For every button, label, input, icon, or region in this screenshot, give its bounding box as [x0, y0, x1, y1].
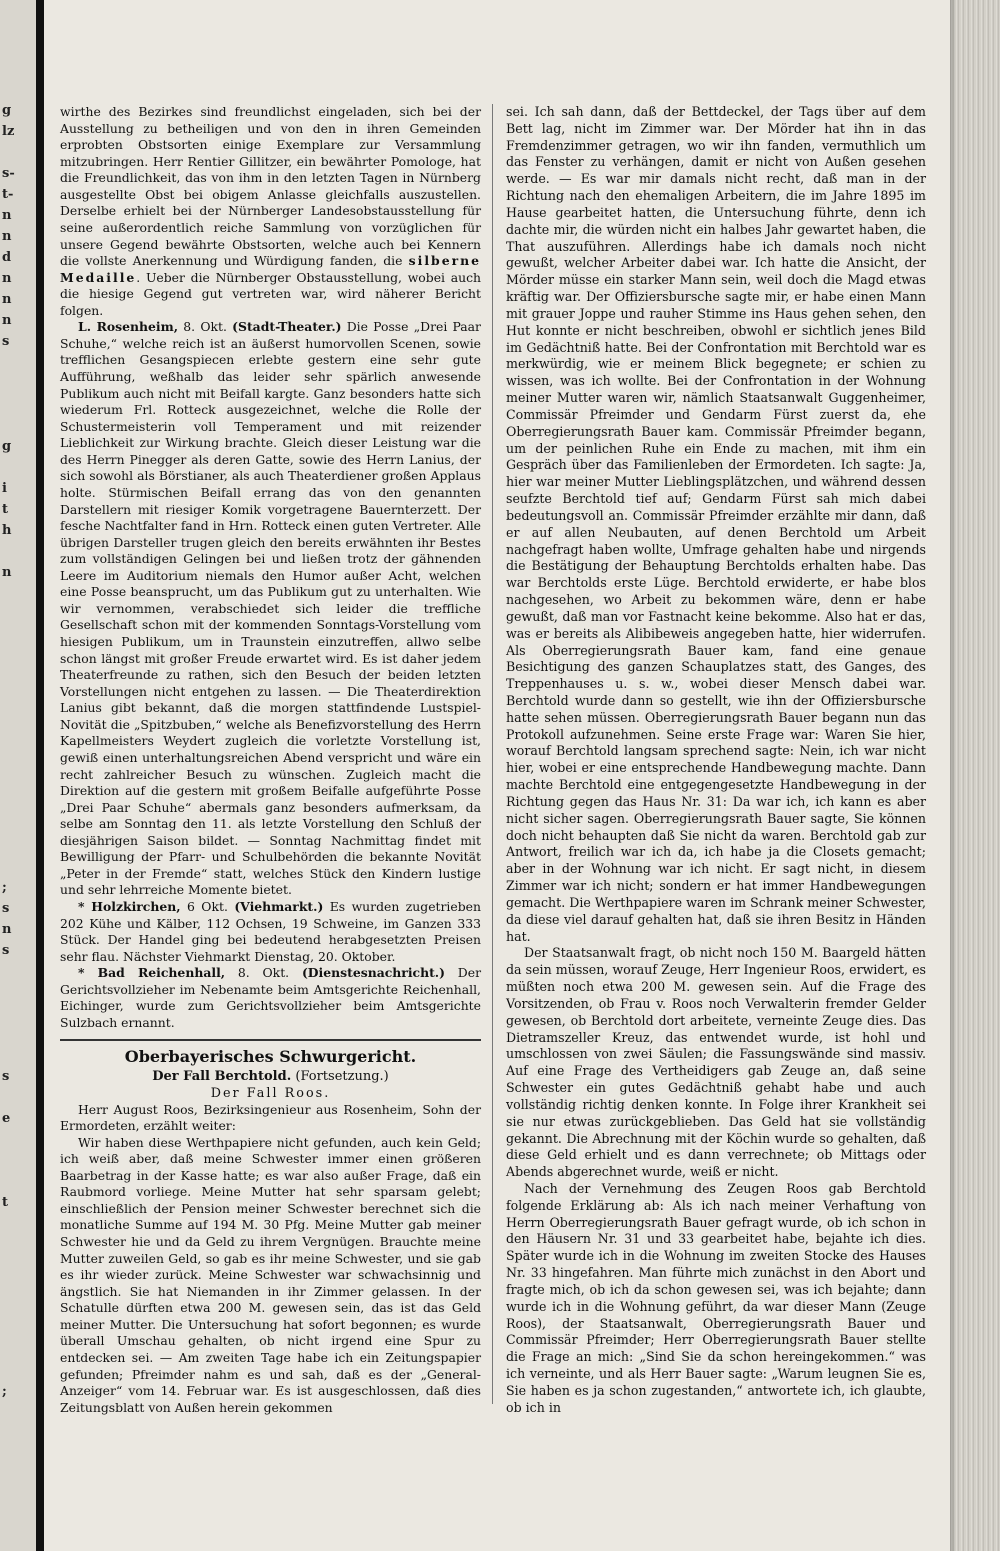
prev-page-fragment: s-: [2, 166, 15, 181]
prev-page-fragment: s: [2, 901, 10, 916]
prev-page-fragment: g: [2, 439, 12, 454]
prev-page-fragment: s: [2, 334, 10, 349]
prev-page-fragment: g: [2, 103, 12, 118]
prev-page-fragment: i: [2, 481, 7, 496]
prev-page-fragment: ;: [2, 1384, 7, 1399]
reichenhall-dateline: * Bad Reichenhall,: [78, 965, 226, 981]
column-divider: [492, 104, 493, 1404]
prev-page-fragment: ;: [2, 880, 7, 895]
prev-page-fragment: e: [2, 1111, 11, 1126]
prev-page-fragment: n: [2, 292, 12, 307]
prev-page-fragment: d: [2, 250, 12, 265]
holzkirchen-paragraph: * Holzkirchen, 6 Okt. (Viehmarkt.) Es wurden zugetrieben 202 Kühe und Kälber, 112 Ochsen, 19 Schweine, im Ganzen 333 Stück. Der Handel ging bei bedeutend herabgesetzten Preisen sehr flau. Nächster Viehmarkt Dienstag, 20. Oktober.: [60, 899, 481, 964]
left-column: [60, 104, 481, 1416]
testimony-continued: sei. Ich sah dann, daß der Bettdeckel, der Tags über auf dem Bett lag, nicht im Zimmer war. Der Mörder hat ihn in das Fremdenzimmer getragen, wo wir ihn fanden, vermuthlich um das Fenster zu verhängen, damit er nicht von Außen gesehen werde. — Es war mir damals nicht recht, daß man in der Richtung nach den ehemaligen Arbeitern, die im Jahre 1895 im Hause gearbeitet hatten, die Untersuchung führte, denn ich dachte mir, die würden nicht ein halbes Jahr gewartet haben, die That auszuführen. Allerdings habe ich damals noch nicht gewußt, welcher Arbeiter dabei war. Ich hatte die Ansicht, der Mörder müsse ein starker Mann sein, weil doch die Magd etwas kräftig war. Der Offiziersbursche sagte mir, er habe einen Mann mit grauer Joppe und rauher Stimme ins Haus gehen sehen, den Hut konnte er nicht beschreiben, obwohl er sichtlich jenes Bild im Gedächtniß hatte. Bei der Confrontation mit Berchtold war es merkwürdig, wie er meinem Blick begegnete; er schien zu wissen, was ich wollte. Bei der Confrontation in der Wohnung meiner Mutter waren wir, nämlich Staatsanwalt Guggenheimer, Commissär Pfreimder und Gendarm Fürst zuerst da, ehe Oberregierungsrath Bauer kam. Commissär Pfreimder begann, um der peinlichen Ruhe ein Ende zu machen, mit ihm ein Gespräch über das Familienleben der Ermordeten. Ich sagte: Ja, hier war meiner Mutter Lieblingsplätzchen, und während dessen seufzte Berchtold tief auf; Gendarm Fürst sah mich dabei bedeutungsvoll an. Commissär Pfreimder erzählte mir dann, daß er auf allen Neubauten, auf denen Berchtold um Arbeit nachgefragt haben wollte, Umfrage gehalten habe und nirgends die Bestätigung der Behauptung Berchtolds erhalten habe. Das war Berchtolds erste Lüge. Berchtold erwiderte, er habe blos nachgesehen, wo Arbeit zu bekommen wäre, denn er habe gewußt, daß man vor Fastnacht keine bekomme. Also hat er das, was er bereits als Alibibeweis angegeben hatte, hier widerrufen. Als Oberregierungsrath Bauer kam, fand eine genaue Besichtigung des ganzen Schauplatzes statt, des Ganges, des Treppenhauses u. s. w., wobei dieser Mensch dabei war. Berchtold wurde dann so gestellt, wie ihn der Offiziersbursche hatte sehen müssen. Oberregierungsrath Bauer begann nun das Protokoll aufzunehmen. Seine erste Frage war: Waren Sie hier, worauf Berchtold langsam sprechend sagte: Nein, ich war nicht hier, wobei er eine entsprechende Handbewegung machte. Dann machte Berchtold eine entgegengesetzte Handbewegung in der Richtung gegen das Haus Nr. 31: Da war ich, ich kann es aber nicht sicher sagen. Oberregierungsrath Bauer sagte, Sie können doch nicht behaupten daß Sie nicht da waren. Berchtold gab zur Antwort, freilich war ich da, ich habe ja die Closets gemacht; aber in der Wohnung war ich nicht. Er sagt nicht, in diesem Zimmer war ich nicht; sondern er hat immer Handbewegungen gemacht. Die Werthpapiere waren im Schrank meiner Schwester, da diese viel darauf gehalten hat, daß sie ihren Besitz in Händen hat.: [506, 104, 926, 944]
prev-page-fragment: n: [2, 922, 12, 937]
medal-text: silberne Medaille: [60, 253, 481, 285]
page-stack-edge: [950, 0, 1000, 1551]
prev-page-fragment: n: [2, 229, 12, 244]
witness-testimony: Wir haben diese Werthpapiere nicht gefunden, auch kein Geld; ich weiß aber, daß meine Schwester immer einen größeren Baarbetrag in der Kasse hatte; es war also außer Frage, daß ein Raubmord vorliege. Meine Mutter hat sehr sparsam gelebt; einschließlich der Pension meiner Schwester berechnet sich die monatliche Summe auf 194 M. 30 Pfg. Meine Mutter gab meiner Schwester hie und da Geld zu ihrem Vergnügen. Brauchte meine Mutter zuweilen Geld, so gab es ihr meine Schwester, und sie gab es ihr wieder zurück. Meine Schwester war schwachsinnig und ängstlich. Sie hat Niemanden in ihr Zimmer gelassen. In der Schatulle dürften etwa 200 M. gewesen sein, das ist das Geld meiner Mutter. Die Untersuchung hat sofort begonnen; es wurde überall Umschau gehalten, ob nicht irgend eine Spur zu entdecken sei. — Am zweiten Tage habe ich ein Zeitungspapier gefunden; Pfreimder nahm es und sah, daß es der „General-Anzeiger“ vom 14. Februar war. Es ist ausgeschlossen, daß dies Zeitungsblatt von Außen herein gekommen: [60, 1134, 481, 1415]
exhibition-paragraph: wirthe des Bezirkes sind freundlichst eingeladen, sich bei der Ausstellung zu betheiligen und von den in ihren Gemeinden erprobten Obstsorten einige Exemplare zur Versammlung mitzubringen. Herr Rentier Gillitzer, ein bewährter Pomologe, hat die Freundlichkeit, das von ihm in den letzten Tagen in Nürnberg ausgestellte Obst bei obigem Anlasse gleichfalls auszustellen. Derselbe erhielt bei der Nürnberger Landesobstausstellung für seine außerordentlich reiche Sammlung von vorzüglichen für unsere Gegend bewährte Obstsorten, welche auch bei Kennern die vollste Anerkennung und Würdigung fanden, die silberne Medaille. Ueber die Nürnberger Obstausstellung, wobei auch die hiesige Gegend gut vertreten war, wird näherer Bericht folgen.: [60, 104, 481, 318]
theatre-topic: (Stadt-Theater.): [232, 319, 342, 335]
rosenheim-theatre-paragraph: L. Rosenheim, 8. Okt. (Stadt-Theater.) Die Posse „Drei Paar Schuhe,“ welche reich ist an äußerst humorvollen Scenen, sowie trefflichen Gesangspiecen erlebte gestern eine sehr gute Aufführung, weßhalb das leider sehr spärlich anwesende Publikum auch nicht mit Beifall kargte. Ganz besonders hatte sich wiederum Frl. Rotteck ausgezeichnet, welche die Rolle der Schustermeisterin voll Temperament und mit reizender Lieblichkeit zur Wirkung brachte. Gleich dieser Leistung war die des Herrn Pinegger als deren Gatte, sowie des Herrn Lanius, der sich sowohl als Börstianer, als auch Theaterdiener großen Applaus holte. Stürmischen Beifall errang das von den genannten Darstellern mit riesiger Komik vorgetragene Bauernterzett. Der fesche Nachtfalter fand in Hrn. Rotteck einen guten Vertreter. Alle übrigen Darsteller trugen gleich den bereits erwähnten ihr Bestes zum vollständigen Gelingen bei und ließen trotz der gähnenden Leere im Auditorium niemals den Humor außer Acht, welchen eine Posse beansprucht, um das Publikum gut zu unterhalten. Wie wir vernommen, verabschiedet sich leider die treffliche Gesellschaft schon mit der kommenden Sonntags-Vorstellung vom hiesigen Publikum, um in Traunstein einzutreffen, allwo selbe schon längst mit großer Freude erwartet wird. Es ist daher jedem Theaterfreunde zu rathen, sich den Besuch der beiden letzten Vorstellungen nicht entgehen zu lassen. — Die Theaterdirektion Lanius gibt bekannt, daß die morgen stattfindende Lustspiel-Novität die „Spitzbuben,“ welche als Benefizvorstellung des Herrn Kapellmeisters Weydert zugleich die vorletzte Vorstellung ist, gewiß einen unterhaltungsreichen Abend verspricht und wäre ein recht zahlreicher Besuch zu wünschen. Zugleich macht die Direktion auf die gestern mit großem Beifalle aufgeführte Posse „Drei Paar Schuhe“ abermals ganz besonders aufmerksam, da selbe am Sonntag den 11. als letzte Vorstellung den Schluß der diesjährigen Saison bildet. — Sonntag Nachmittag findet mit Bewilligung der Pfarr- und Schulbehörden die bekannte Novität „Peter in der Fremde“ statt, welches Stück den Kindern lustige und sehr lehrreiche Momente bietet.: [60, 319, 481, 898]
prev-page-fragment: t: [2, 502, 9, 517]
prev-page-fragment: s: [2, 1069, 10, 1084]
case-heading: Der Fall Berchtold. (Fortsetzung.): [152, 1068, 389, 1084]
prev-page-fragment: h: [2, 523, 12, 538]
prev-page-fragment: t: [2, 1195, 9, 1210]
right-column: [506, 104, 926, 1417]
newspaper-page: [44, 0, 950, 1551]
book-gutter: [36, 0, 44, 1551]
holzkirchen-dateline: * Holzkirchen,: [78, 899, 181, 914]
market-topic: (Viehmarkt.): [234, 899, 324, 914]
previous-page-edge: [0, 0, 36, 1551]
prev-page-fragment: n: [2, 208, 12, 223]
prev-page-fragment: t-: [2, 187, 14, 202]
prev-page-fragment: n: [2, 565, 12, 580]
service-topic: (Dienstesnachricht.): [301, 965, 445, 981]
section-rule: [60, 1039, 481, 1041]
defendant-statement: Nach der Vernehmung des Zeugen Roos gab Berchtold folgende Erklärung ab: Als ich nach meiner Verhaftung von Herrn Oberregierungsrath Bauer gefragt wurde, ob ich schon in den Häusern Nr. 31 und 33 gearbeitet habe, bejahte ich dies. Später wurde ich in die Wohnung im zweiten Stocke des Hauses Nr. 33 hingefahren. Man führte mich zunächst in den Abort und fragte mich, ob ich da schon gewesen sei, was ich bejahte; dann wurde ich in die Wohnung geführt, da war dieser Mann (Zeuge Roos), der Staatsanwalt, Oberregierungsrath Bauer und Commissär Pfreimder; Herr Oberregierungsrath Bauer stellte die Frage an mich: „Sind Sie da schon hereingekommen.“ was ich verneinte, und als Herr Bauer sagte: „Warum leugnen Sie es, Sie haben es ja schon zugestanden,“ antwortete ich, ich glaubte, ob ich in: [506, 1181, 926, 1415]
court-heading: Oberbayerisches Schwurgericht.: [124, 1046, 417, 1066]
prev-page-fragment: n: [2, 313, 12, 328]
prev-page-fragment: lz: [2, 124, 15, 139]
reichenhall-paragraph: * Bad Reichenhall, 8. Okt. (Dienstesnachricht.) Der Gerichtsvollzieher im Nebenamte beim Amtsgerichte Reichenhall, Eichinger, wurde zum Gerichtsvollzieher beim Amtsgerichte Sulzbach ernannt.: [60, 965, 481, 1030]
case-subheading: Der Fall Roos.: [210, 1085, 331, 1101]
prev-page-fragment: n: [2, 271, 12, 286]
prev-page-fragment: s: [2, 943, 10, 958]
rosenheim-dateline: L. Rosenheim,: [78, 319, 179, 335]
witness-intro: Herr August Roos, Bezirksingenieur aus Rosenheim, Sohn der Ermordeten, erzählt weiter:: [60, 1101, 481, 1134]
prosecutor-question: Der Staatsanwalt fragt, ob nicht noch 150 M. Baargeld hätten da sein müssen, worauf Zeuge, Herr Ingenieur Roos, erwidert, es müßten noch etwa 200 M. gewesen sein. Auf die Frage des Vorsitzenden, ob Frau v. Roos noch Verwalterin fremder Gelder gewesen, ob Berchtold dort arbeitete, verneinte Zeuge dies. Das Dietramszeller Kreuz, das entwendet wurde, ist hohl und umschlossen von zwei Säulen; die Fassungswände sind massiv. Auf eine Frage des Vertheidigers gab Zeuge an, daß seine Schwester ein gutes Gedächtniß gehabt habe und auch vollständig richtig denken konnte. In Folge ihrer Krankheit sei sie nur etwas zurückgeblieben. Das Geld hat sie vollständig gekannt. Die Abrechnung mit der Köchin wurde so gehalten, daß diese Geld erhielt und es dann verrechnete; ob Mittags oder Abends abgerechnet wurde, weiß er nicht.: [506, 945, 926, 1180]
